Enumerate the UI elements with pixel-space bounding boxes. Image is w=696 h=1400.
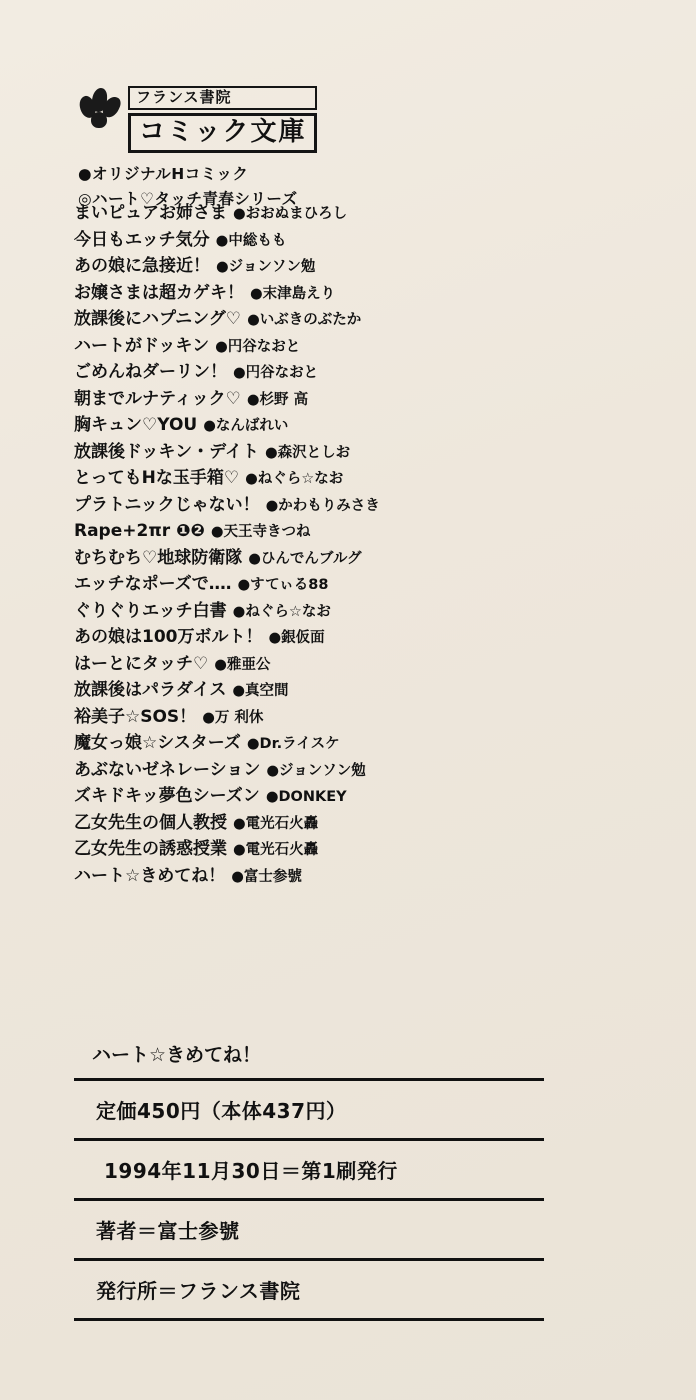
list-item-title: 朝までルナティック♡ <box>74 388 241 409</box>
list-item-author: ●天王寺きつね <box>210 524 311 540</box>
list-item <box>74 865 494 895</box>
list-item <box>74 335 494 365</box>
list-item-title: 今日もエッチ気分 <box>74 229 210 250</box>
list-item <box>74 205 494 232</box>
list-item-title: あの娘に急接近！ <box>74 256 210 276</box>
list-item-title: 放課後ドッキン・デイト <box>74 441 259 462</box>
colophon-publisher: 発行所＝フランス書院 <box>96 1279 301 1303</box>
list-item-author: ●DONKEY <box>265 789 347 805</box>
list-item <box>74 388 494 418</box>
list-item-title: ぐりぐりエッチ白書 <box>74 600 227 621</box>
list-item-author: ●雅亜公 <box>214 656 271 673</box>
logo-text <box>128 86 317 153</box>
list-item <box>74 682 494 709</box>
list-item-title: 乙女先生の個人教授 <box>74 812 227 833</box>
colophon-printing: 1994年11月30日＝第1刷発行 <box>104 1159 398 1183</box>
colophon-divider <box>74 1318 544 1321</box>
list-item-title: 放課後にハプニング♡ <box>74 309 242 329</box>
list-item <box>74 812 494 842</box>
list-item-title: 放課後はパラダイス <box>74 680 227 700</box>
list-item <box>74 653 494 683</box>
list-item <box>74 229 494 259</box>
colophon-price: 定価450円（本体437円） <box>96 1099 347 1123</box>
list-item <box>74 629 494 656</box>
list-item-author: ●銀仮面 <box>268 630 325 646</box>
tagline-line-2: ◎ハート♡タッチ青春シリーズ <box>78 190 298 209</box>
list-item <box>74 258 494 285</box>
list-item <box>74 441 494 471</box>
list-item-title: プラトニックじゃない！ <box>74 494 260 515</box>
list-item-author: ●ねぐら☆なお <box>245 471 344 487</box>
list-item-author: ●中総もも <box>215 232 287 249</box>
list-item-title: 乙女先生の誘惑授業 <box>74 839 227 859</box>
list-item-title: 裕美子☆SOS！ <box>74 706 197 727</box>
list-item-author: ●ジョンソン勉 <box>266 762 366 779</box>
list-item-author: ●電光石火轟 <box>233 842 319 858</box>
list-item <box>74 759 494 789</box>
list-item-title: はーとにタッチ♡ <box>74 653 209 674</box>
brand-small-label: フランス書院 <box>128 86 317 110</box>
list-item-author: ●Dr.ライスケ <box>246 736 340 752</box>
list-item-author: ●円谷なおと <box>215 338 301 355</box>
list-item-title: ハートがドッキン <box>74 335 210 356</box>
list-item-title: むちむち♡地球防衛隊 <box>74 547 243 568</box>
brand-big-label: コミック文庫 <box>128 113 317 154</box>
list-item-author: ●杉野 高 <box>246 391 309 408</box>
list-item <box>74 841 494 868</box>
tagline-line-1: ●オリジナルHコミック <box>78 165 249 184</box>
list-item <box>74 735 494 762</box>
list-item-author: ●電光石火轟 <box>233 815 319 832</box>
list-item-author: ●なんばれい <box>203 418 289 434</box>
list-item-author: ●ねぐら☆なお <box>232 603 331 620</box>
list-item-author: ●万 利休 <box>202 709 264 726</box>
list-item-title: 胸キュン♡YOU <box>74 415 198 435</box>
list-item-author: ●末津島えり <box>250 285 336 302</box>
list-item-title: お嬢さまは超カゲキ！ <box>74 282 244 303</box>
list-item <box>74 576 494 603</box>
list-item-title: ズキドキッ夢色シーズン <box>74 786 260 806</box>
flower-logo-icon <box>78 86 122 134</box>
list-item-author: ●富士参號 <box>231 868 302 885</box>
list-item-author: ●森沢としお <box>264 444 351 461</box>
list-item <box>74 523 494 550</box>
list-item-author: ●真空間 <box>232 683 289 699</box>
title-list <box>74 205 494 894</box>
list-item-title: とってもHな玉手箱♡ <box>74 468 240 488</box>
list-item-title: あの娘は100万ボルト！ <box>74 627 263 647</box>
list-item-title: まいピュアお姉さま <box>74 203 227 223</box>
list-item <box>74 600 494 630</box>
list-item-author: ●かわもりみさき <box>265 497 380 514</box>
list-item-author: ●いぶきのぶたか <box>247 312 362 328</box>
colophon-author: 著者＝富士参號 <box>96 1219 240 1243</box>
list-item <box>74 470 494 497</box>
list-item <box>74 788 494 815</box>
list-item <box>74 547 494 577</box>
list-item-author: ●すてぃる88 <box>237 577 329 593</box>
list-item-author: ●ジョンソン勉 <box>216 259 316 275</box>
list-item <box>74 282 494 312</box>
colophon-book-title: ハート☆きめてね！ <box>92 1044 262 1066</box>
masthead <box>78 86 338 212</box>
list-item <box>74 706 494 736</box>
list-item-title: Rape+2πr ❶❷ <box>74 521 205 541</box>
list-item-title: ごめんねダーリン！ <box>74 362 227 382</box>
colophon <box>74 1040 544 1321</box>
logo-row <box>78 86 338 153</box>
list-item-author: ●おおぬまひろし <box>233 206 348 222</box>
list-item-title: エッチなポーズで‥‥ <box>74 574 232 594</box>
list-item <box>74 311 494 338</box>
list-item <box>74 417 494 444</box>
list-item <box>74 364 494 391</box>
list-item-title: 魔女っ娘☆シスターズ <box>74 733 241 753</box>
list-item-title: あぶないゼネレーション <box>74 759 261 780</box>
list-item-author: ●円谷なおと <box>233 365 319 381</box>
list-item-author: ●ひんでんブルグ <box>248 550 362 567</box>
list-item-title: ハート☆きめてね！ <box>74 865 226 886</box>
list-item <box>74 494 494 524</box>
